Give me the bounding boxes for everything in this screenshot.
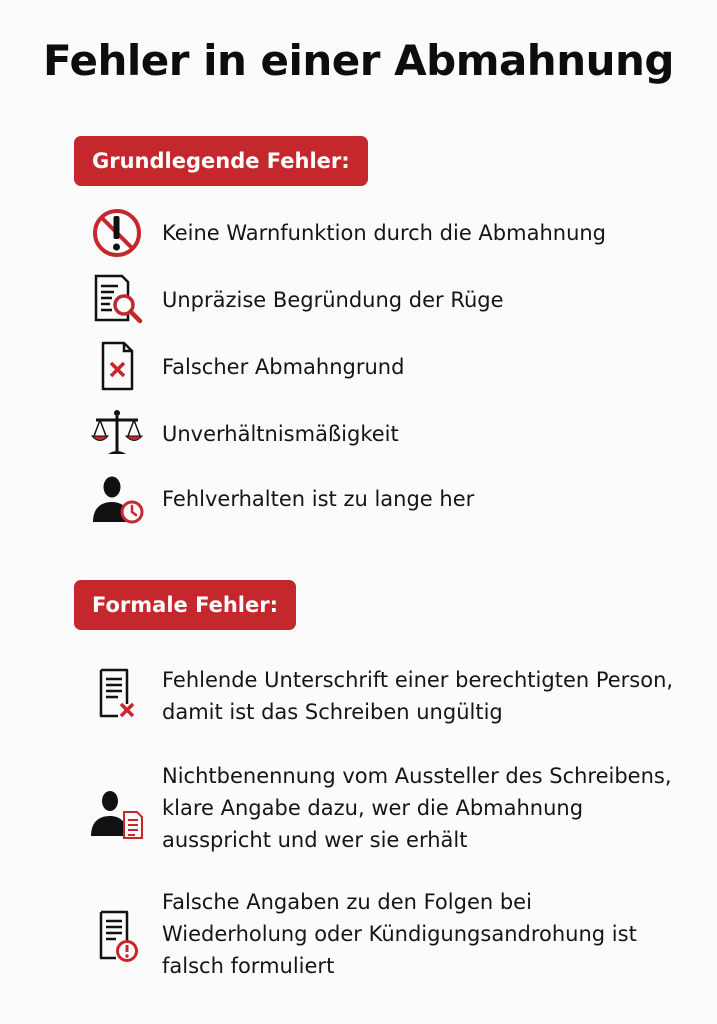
item-text: Unverhältnismäßigkeit (162, 422, 399, 446)
document-magnifier-icon (88, 270, 146, 328)
item-text: Unpräzise Begründung der Rüge (162, 288, 504, 312)
person-document-icon (88, 786, 146, 844)
item-text: Fehlverhalten ist zu lange her (162, 487, 475, 511)
section-heading-formale: Formale Fehler: (74, 580, 296, 630)
document-x-icon (88, 664, 146, 722)
document-exclamation-icon (88, 906, 146, 964)
warning-prohibition-icon (88, 204, 146, 262)
item-text: Nichtbenennung vom Aussteller des Schreibens, klare Angabe dazu, wer die Abmahnung ausspricht und wer sie erhält (162, 764, 672, 852)
section-heading-grundlegende: Grundlegende Fehler: (74, 136, 368, 186)
item-text: Fehlende Unterschrift einer berechtigten Person, damit ist das Schreiben ungültig (162, 668, 674, 724)
page-title: Fehler in einer Abmahnung (43, 36, 674, 85)
item-text: Keine Warnfunktion durch die Abmahnung (162, 221, 607, 245)
item-text: Falscher Abmahngrund (162, 355, 405, 379)
scales-icon (88, 404, 146, 462)
document-x-icon (88, 338, 146, 396)
item-text: Falsche Angaben zu den Folgen bei Wiederholung oder Kündigungsandrohung ist falsch formuliert (162, 890, 637, 978)
person-clock-icon (88, 470, 146, 528)
